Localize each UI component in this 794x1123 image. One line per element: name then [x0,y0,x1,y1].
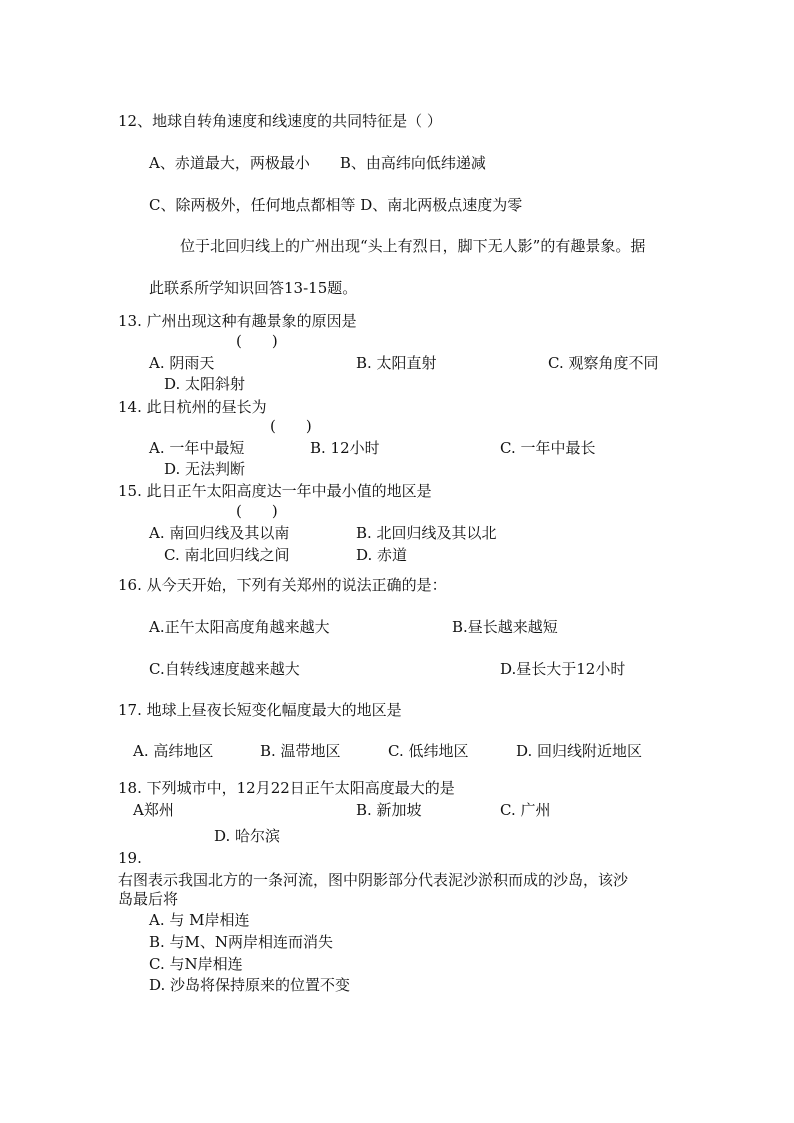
q14-option-b: B. 12小时 [310,439,380,457]
q19-number: 19. [118,849,142,867]
q16-option-d: D.昼长大于12小时 [500,660,626,678]
q16-option-a: A.正午太阳高度角越来越大 [149,618,330,636]
q15-option-d: D. 赤道 [356,546,408,564]
q13-option-a: A. 阴雨天 [149,354,215,372]
q19-option-a: A. 与 M岸相连 [149,911,250,929]
q16-option-c: C.自转线速度越来越大 [149,660,300,678]
q14-stem: 14. 此日杭州的昼长为 [118,398,267,416]
q12-stem: 12、地球自转角速度和线速度的共同特征是（ ） [118,112,442,130]
passage-line-1: 位于北回归线上的广州出现“头上有烈日，脚下无人影”的有趣景象。据 [180,237,646,255]
q18-option-d: D. 哈尔滨 [214,827,281,845]
q12-options-cd: C、除两极外，任何地点都相等 D、南北两极点速度为零 [149,196,523,214]
q14-answer-paren: ( ) [270,417,312,435]
q18-stem: 18. 下列城市中，12月22日正午太阳高度最大的是 [118,779,455,797]
q17-option-c: C. 低纬地区 [388,742,469,760]
q13-option-d: D. 太阳斜射 [164,375,246,393]
q14-option-d: D. 无法判断 [164,460,246,478]
q16-option-b: B.昼长越来越短 [452,618,558,636]
q18-option-b: B. 新加坡 [356,801,422,819]
passage-line-2: 此联系所学知识回答13-15题。 [149,279,358,297]
q18-option-c: C. 广州 [500,801,551,819]
q15-stem: 15. 此日正午太阳高度达一年中最小值的地区是 [118,482,432,500]
q17-option-a: A. 高纬地区 [133,742,214,760]
q19-option-c: C. 与N岸相连 [149,955,243,973]
q15-option-b: B. 北回归线及其以北 [356,524,497,542]
q13-option-c: C. 观察角度不同 [548,354,659,372]
q13-option-b: B. 太阳直射 [356,354,437,372]
q15-option-a: A. 南回归线及其以南 [149,524,290,542]
q14-option-c: C. 一年中最长 [500,439,596,457]
q17-option-b: B. 温带地区 [260,742,341,760]
q19-stem-line-1: 右图表示我国北方的一条河流，图中阴影部分代表泥沙淤积而成的沙岛，该沙 [118,871,629,889]
q15-option-c: C. 南北回归线之间 [164,546,290,564]
q13-answer-paren: ( ) [236,332,278,350]
q15-answer-paren: ( ) [236,502,278,520]
q16-stem: 16. 从今天开始，下列有关郑州的说法正确的是： [118,576,447,594]
q17-stem: 17. 地球上昼夜长短变化幅度最大的地区是 [118,701,402,719]
q17-option-d: D. 回归线附近地区 [516,742,643,760]
q14-option-a: A. 一年中最短 [149,439,245,457]
q19-option-b: B. 与M、N两岸相连而消失 [149,933,334,951]
q13-stem: 13. 广州出现这种有趣景象的原因是 [118,312,357,330]
q18-option-a: A郑州 [133,801,174,819]
q12-options-ab: A、赤道最大，两极最小 B、由高纬向低纬递减 [149,154,486,172]
q19-option-d: D. 沙岛将保持原来的位置不变 [149,976,351,994]
q19-stem-line-2: 岛最后将 [118,890,179,908]
